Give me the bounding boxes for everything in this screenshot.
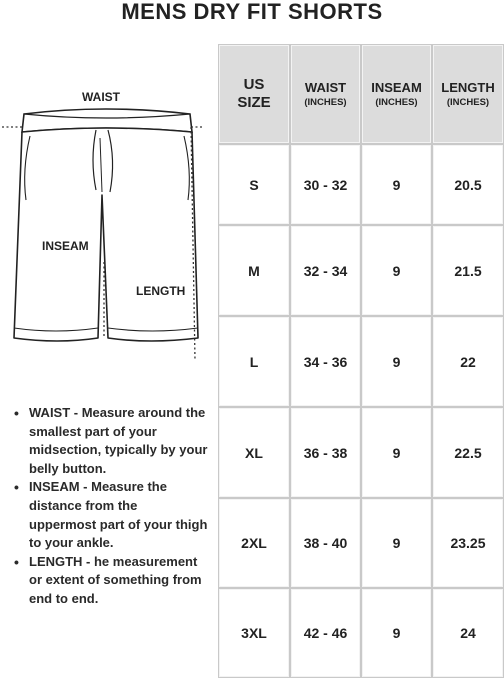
shorts-diagram (0, 80, 210, 380)
table-cell-length: 24 (432, 588, 504, 678)
table-cell-inseam: 9 (361, 144, 432, 225)
header-length (432, 44, 504, 144)
header-waist-label: WAIST (304, 79, 347, 95)
header-us-size-label: US SIZE (237, 76, 271, 111)
table-cell-inseam: 9 (361, 316, 432, 407)
inseam-label: INSEAM (42, 239, 89, 253)
table-cell-size: 3XL (218, 588, 290, 678)
table-cell-waist: 38 - 40 (290, 498, 361, 588)
table-cell-inseam: 9 (361, 225, 432, 316)
table-cell-size: L (218, 316, 290, 407)
waist-label: WAIST (82, 90, 120, 104)
table-cell-waist: 42 - 46 (290, 588, 361, 678)
table-cell-length: 22.5 (432, 407, 504, 498)
note-length: • LENGTH - he measurement or extent of something from end to end. (12, 553, 208, 609)
table-cell-length: 23.25 (432, 498, 504, 588)
table-cell-length: 20.5 (432, 144, 504, 225)
table-cell-waist: 34 - 36 (290, 316, 361, 407)
shorts-illustration (0, 80, 210, 380)
table-cell-inseam: 9 (361, 498, 432, 588)
size-table (218, 44, 504, 678)
table-cell-size: S (218, 144, 290, 225)
header-inseam (361, 44, 432, 144)
header-inseam-unit: (INCHES) (375, 96, 418, 108)
note-waist: • WAIST - Measure around the smallest part of your midsection, typically by your belly button. (12, 404, 208, 478)
measurement-notes (12, 404, 208, 609)
table-cell-size: XL (218, 407, 290, 498)
table-cell-waist: 32 - 34 (290, 225, 361, 316)
table-cell-inseam: 9 (361, 407, 432, 498)
table-cell-waist: 30 - 32 (290, 144, 361, 225)
note-inseam: • INSEAM - Measure the distance from the uppermost part of your thigh to your ankle. (12, 478, 208, 552)
table-cell-size: 2XL (218, 498, 290, 588)
table-cell-length: 21.5 (432, 225, 504, 316)
header-waist-unit: (INCHES) (304, 96, 347, 108)
header-us-size (218, 44, 290, 144)
table-cell-length: 22 (432, 316, 504, 407)
header-length-label: LENGTH (441, 79, 495, 95)
page-title: MENS DRY FIT SHORTS (121, 0, 383, 24)
header-length-unit: (INCHES) (446, 96, 490, 108)
table-cell-waist: 36 - 38 (290, 407, 361, 498)
length-label: LENGTH (136, 284, 186, 298)
table-cell-inseam: 9 (361, 588, 432, 678)
header-inseam-label: INSEAM (371, 79, 422, 95)
header-waist (290, 44, 361, 144)
table-cell-size: M (218, 225, 290, 316)
